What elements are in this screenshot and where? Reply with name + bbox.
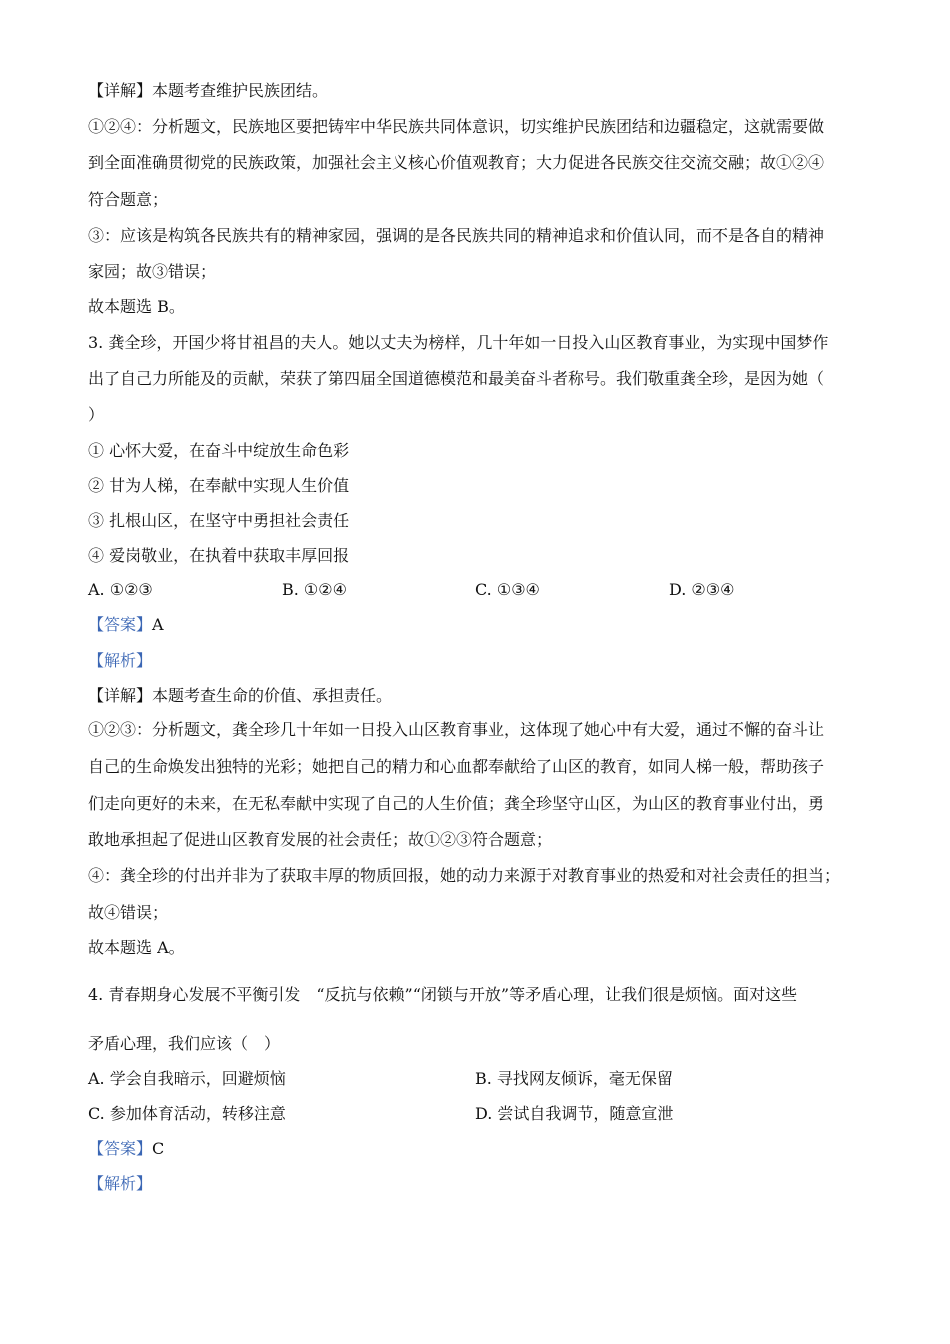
q3-option-d: D. ②③④ <box>669 580 735 599</box>
q3-statement-1: ① 心怀大爱，在奋斗中绽放生命色彩 <box>88 441 350 460</box>
q3-option-b: B. ①②④ <box>282 580 347 599</box>
q3-statement-3: ③ 扎根山区，在坚守中勇担社会责任 <box>88 511 350 530</box>
q2-analysis-line-2: 到全面准确贯彻党的民族政策，加强社会主义核心价值观教育；大力促进各民族交往交流交融；故①②④ <box>88 153 825 172</box>
q4-option-d: D. 尝试自我调节，随意宣泄 <box>475 1104 674 1123</box>
q4-stem-line-1: 4. 青春期身心发展不平衡引发 “反抗与依赖”“闭锁与开放”等矛盾心理，让我们很是烦恼。面对这些 <box>88 985 798 1004</box>
q4-answer-value: C <box>152 1139 165 1158</box>
q3-statement-2: ② 甘为人梯，在奉献中实现人生价值 <box>88 476 350 495</box>
q3-statement-4: ④ 爱岗敬业，在执着中获取丰厚回报 <box>88 546 350 565</box>
q2-analysis-line-1: ①②④：分析题文，民族地区要把铸牢中华民族共同体意识，切实维护民族团结和边疆稳定，这就需要做 <box>88 117 825 136</box>
q4-answer-label: 【答案】 <box>88 1139 153 1158</box>
q4-option-a: A. 学会自我暗示，回避烦恼 <box>88 1069 286 1088</box>
q2-conclusion: 故本题选 B。 <box>88 297 185 316</box>
q3-analysis-line-1: ①②③：分析题文，龚全珍几十年如一日投入山区教育事业，这体现了她心中有大爱，通过不懈的奋斗让 <box>88 720 825 739</box>
q2-analysis-line-3: 符合题意； <box>88 190 169 209</box>
q3-answer-label: 【答案】 <box>88 615 153 634</box>
q2-detail: 【详解】本题考查维护民族团结。 <box>88 81 329 100</box>
q3-analysis-line-6: 故④错误； <box>88 903 169 922</box>
q3-stem-line-2: 出了自己力所能及的贡献，荣获了第四届全国道德模范和最美奋斗者称号。我们敬重龚全珍，是因为她（ <box>88 369 825 388</box>
q3-analysis-line-2: 自己的生命焕发出独特的光彩；她把自己的精力和心血都奉献给了山区的教育，如同人梯一般，帮助孩子 <box>88 757 825 776</box>
q4-option-c: C. 参加体育活动，转移注意 <box>88 1104 286 1123</box>
q3-analysis-line-3: 们走向更好的未来，在无私奉献中实现了自己的人生价值；龚全珍坚守山区，为山区的教育事业付出，勇 <box>88 794 825 813</box>
q2-analysis-line-5: 家园；故③错误； <box>88 262 217 281</box>
q4-analysis-label: 【解析】 <box>88 1174 153 1193</box>
q4-answer <box>88 1139 164 1159</box>
q3-analysis-line-5: ④：龚全珍的付出并非为了获取丰厚的物质回报，她的动力来源于对教育事业的热爱和对社会责任的担当； <box>88 866 841 885</box>
q3-answer <box>88 615 164 635</box>
q3-stem-line-1: 3. 龚全珍，开国少将甘祖昌的夫人。她以丈夫为榜样，几十年如一日投入山区教育事业，为实现中国梦作 <box>88 333 829 352</box>
q3-answer-value: A <box>152 615 164 634</box>
q4-stem-line-2: 矛盾心理，我们应该（ ） <box>88 1034 281 1053</box>
q4-option-b: B. 寻找网友倾诉，毫无保留 <box>475 1069 673 1088</box>
q3-conclusion: 故本题选 A。 <box>88 938 185 957</box>
q3-option-a: A. ①②③ <box>88 580 153 599</box>
q2-analysis-line-4: ③：应该是构筑各民族共有的精神家园，强调的是各民族共同的精神追求和价值认同，而不是各自的精神 <box>88 226 825 245</box>
q3-analysis-label: 【解析】 <box>88 651 153 670</box>
q3-analysis-line-4: 敢地承担起了促进山区教育发展的社会责任；故①②③符合题意； <box>88 830 553 849</box>
q3-option-c: C. ①③④ <box>475 580 540 599</box>
q3-detail: 【详解】本题考查生命的价值、承担责任。 <box>88 686 393 705</box>
q3-stem-line-3: ） <box>88 405 105 424</box>
